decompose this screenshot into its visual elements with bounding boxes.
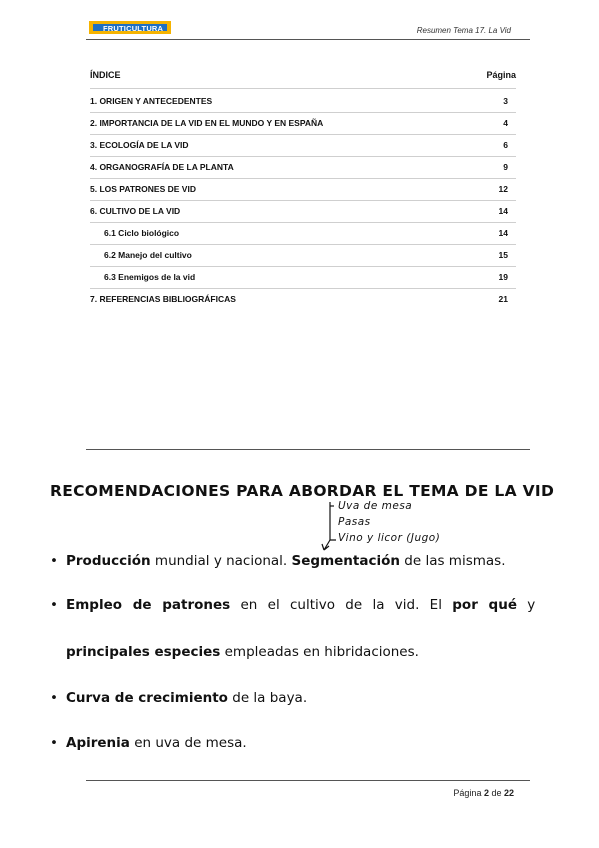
- toc-row-divider: [90, 288, 516, 289]
- footer-rule: [86, 780, 530, 781]
- toc-row-page: 15: [498, 250, 508, 260]
- footer-of: de: [488, 788, 504, 798]
- rec-text: de las mismas.: [400, 553, 506, 569]
- recommendation-item: [50, 597, 570, 613]
- toc-row-divider: [90, 222, 516, 223]
- handwritten-bracket: [318, 500, 338, 552]
- toc-row-text: 6.1 Ciclo biológico: [104, 228, 180, 238]
- recommendation-item: [50, 553, 506, 569]
- rec-bold: Apirenia: [66, 735, 130, 751]
- rec-bold: Empleo de patrones: [66, 597, 231, 613]
- rec-bold: por qué: [452, 597, 517, 613]
- section-divider: [86, 449, 530, 450]
- toc-header-rule: [90, 88, 516, 89]
- toc-row-page: 3: [503, 96, 508, 106]
- toc-row-divider: [90, 134, 516, 135]
- toc-row-divider: [90, 178, 516, 179]
- toc-row-divider: [90, 112, 516, 113]
- footer-label: Página: [453, 788, 484, 798]
- toc-header: [90, 70, 516, 80]
- toc-row-page: 14: [498, 228, 508, 238]
- toc-row-page: 4: [503, 118, 508, 128]
- handwritten-note-line: Uva de mesa: [338, 500, 413, 512]
- toc-row-text: 2. IMPORTANCIA DE LA VID EN EL MUNDO Y EN ESPAÑA: [90, 118, 324, 128]
- toc-row-divider: [90, 156, 516, 157]
- toc-row-text: 4. ORGANOGRAFÍA DE LA PLANTA: [90, 162, 234, 172]
- toc-row-page: 14: [498, 206, 508, 216]
- header-badge-label: FRUTICULTURA: [93, 24, 167, 31]
- rec-bold: Segmentación: [291, 553, 400, 569]
- footer-total-pages: 22: [503, 788, 514, 798]
- rec-bold: Curva de crecimiento: [66, 690, 228, 706]
- bullet-icon: •: [50, 735, 58, 751]
- recommendation-item: [50, 735, 247, 751]
- toc-row-divider: [90, 200, 516, 201]
- handwritten-note-line: Vino y licor (Jugo): [338, 532, 441, 544]
- header-badge: [89, 21, 171, 34]
- rec-text: mundial y nacional.: [150, 553, 292, 569]
- rec-text: y: [517, 597, 536, 613]
- rec-bold: Producción: [66, 553, 151, 569]
- header-rule: [86, 39, 530, 40]
- bullet-icon: •: [50, 553, 58, 569]
- bullet-icon: •: [50, 690, 58, 706]
- rec-text: en el cultivo de la vid. El: [230, 597, 453, 613]
- recommendation-item-continuation: [66, 644, 419, 660]
- rec-text: empleadas en hibridaciones.: [220, 644, 419, 660]
- header-doc-title: Resumen Tema 17. La Vid: [416, 26, 511, 35]
- recommendations-title: RECOMENDACIONES PARA ABORDAR EL TEMA DE LA VID: [50, 482, 555, 500]
- handwritten-note-line: Pasas: [338, 516, 371, 528]
- toc-row-page: 12: [498, 184, 508, 194]
- toc-row-page: 19: [498, 272, 508, 282]
- footer-current-page: 2: [483, 788, 489, 798]
- toc-row-page: 21: [498, 294, 508, 304]
- rec-bold: principales especies: [66, 644, 221, 660]
- toc-page-label: Página: [486, 70, 516, 80]
- toc-row-text: 6. CULTIVO DE LA VID: [90, 206, 181, 216]
- toc-row-text: 1. ORIGEN Y ANTECEDENTES: [90, 96, 213, 106]
- toc-row-divider: [90, 266, 516, 267]
- toc-row[interactable]: [90, 294, 516, 312]
- rec-text: de la baya.: [227, 690, 308, 706]
- toc-row-text: 7. REFERENCIAS BIBLIOGRÁFICAS: [90, 294, 236, 304]
- toc-row-page: 6: [503, 140, 508, 150]
- page-footer: [453, 788, 514, 798]
- toc-row-divider: [90, 244, 516, 245]
- rec-text: en uva de mesa.: [129, 735, 247, 751]
- toc-row-text: 5. LOS PATRONES DE VID: [90, 184, 196, 194]
- toc-row-text: 6.3 Enemigos de la vid: [104, 272, 196, 282]
- bullet-icon: •: [50, 597, 58, 613]
- recommendation-item: [50, 690, 307, 706]
- toc-row-text: 3. ECOLOGÍA DE LA VID: [90, 140, 189, 150]
- toc-row-text: 6.2 Manejo del cultivo: [104, 250, 192, 260]
- toc-title: ÍNDICE: [90, 70, 121, 80]
- toc-row-page: 9: [503, 162, 508, 172]
